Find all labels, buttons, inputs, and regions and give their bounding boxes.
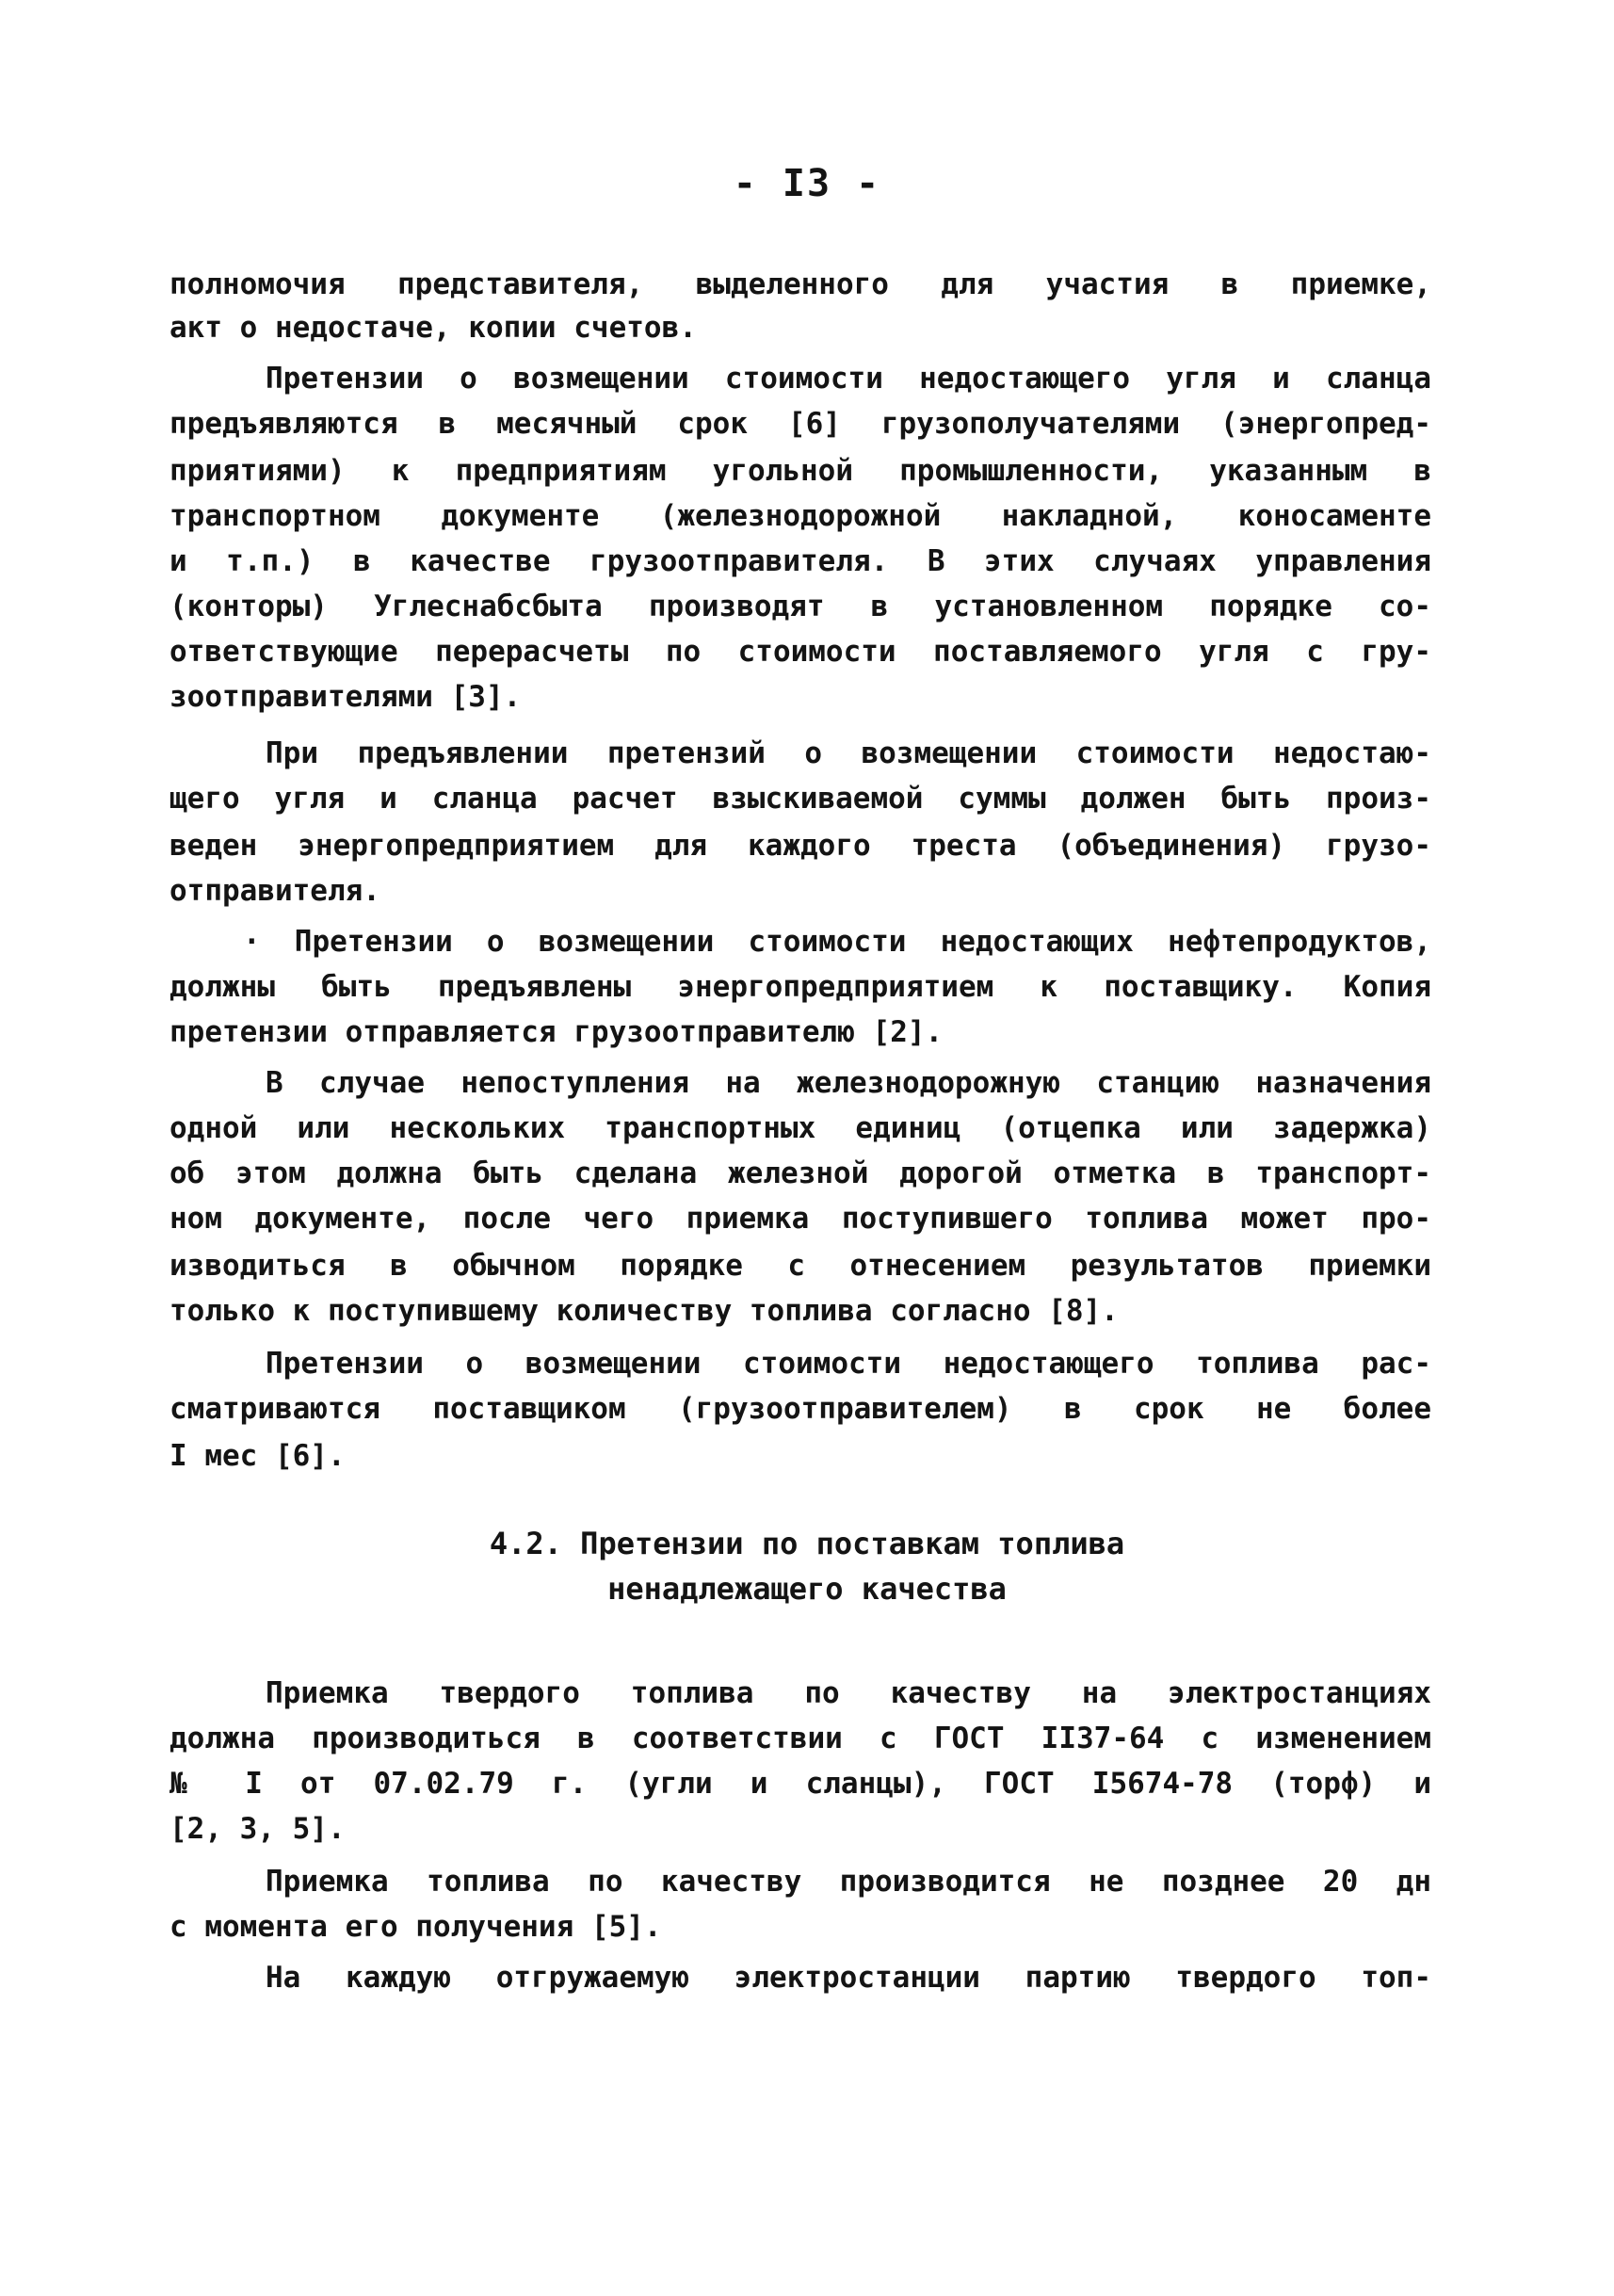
text-line: (конторы) Углеснабсбыта производят в установленном порядке со- — [169, 590, 1431, 623]
text-line: акт о недостаче, копии счетов. — [169, 311, 697, 345]
text-line: должны быть предъявлены энергопредприятием к поставщику. Копия — [169, 970, 1431, 1004]
text-line: и т.п.) в качестве грузоотправителя. В этих случаях управления — [169, 544, 1431, 578]
text-line: одной или нескольких транспортных единиц (отцепка или задержка) — [169, 1111, 1431, 1145]
text-line: веден энергопредприятием для каждого треста (объединения) грузо- — [169, 829, 1431, 863]
page-number: - I3 - — [733, 162, 881, 205]
text-line: I мес [6]. — [169, 1439, 346, 1473]
text-line: претензии отправляется грузоотправителю [2]. — [169, 1015, 944, 1049]
text-line: Претензии о возмещении стоимости недостающего угля и сланца — [266, 362, 1431, 396]
text-line: с момента его получения [5]. — [169, 1910, 662, 1944]
text-line: Приемка твердого топлива по качеству на электростанциях — [266, 1676, 1431, 1710]
text-line: · Претензии о возмещении стоимости недостающих нефтепродуктов, — [243, 925, 1431, 959]
section-heading-continued: ненадлежащего качества — [607, 1571, 1007, 1607]
text-line: отправителя. — [169, 874, 380, 908]
text-line: приятиями) к предприятиям угольной промышленности, указанным в — [169, 454, 1431, 488]
text-line: ном документе, после чего приемка поступившего топлива может про- — [169, 1202, 1431, 1236]
text-line: должна производиться в соответствии с ГОСТ II37-64 с изменением — [169, 1722, 1431, 1755]
text-line: [2, 3, 5]. — [169, 1812, 346, 1846]
text-line: На каждую отгружаемую электростанции партию твердого топ- — [266, 1961, 1431, 1995]
text-line: только к поступившему количеству топлива согласно [8]. — [169, 1294, 1119, 1328]
text-line: предъявляются в месячный срок [6] грузополучателями (энергопред- — [169, 407, 1431, 441]
text-line: ответствующие перерасчеты по стоимости поставляемого угля с гру- — [169, 635, 1431, 669]
text-line: сматриваются поставщиком (грузоотправителем) в срок не более — [169, 1392, 1431, 1426]
section-heading: 4.2. Претензии по поставкам топлива — [489, 1526, 1125, 1561]
text-line: Приемка топлива по качеству производится не позднее 20 дн — [266, 1865, 1431, 1899]
text-line: изводиться в обычном порядке с отнесением результатов приемки — [169, 1249, 1431, 1283]
text-line: полномочия представителя, выделенного для участия в приемке, — [169, 267, 1431, 301]
text-line: Претензии о возмещении стоимости недостающего топлива рас- — [266, 1347, 1431, 1381]
text-line: № I от 07.02.79 г. (угли и сланцы), ГОСТ I5674-78 (торф) и — [169, 1767, 1431, 1801]
text-line: При предъявлении претензий о возмещении стоимости недостаю- — [266, 736, 1431, 770]
text-line: щего угля и сланца расчет взыскиваемой суммы должен быть произ- — [169, 782, 1431, 816]
text-line: об этом должна быть сделана железной дорогой отметка в транспорт- — [169, 1156, 1431, 1190]
text-line: В случае непоступления на железнодорожную станцию назначения — [266, 1066, 1431, 1100]
text-line: зоотправителями [3]. — [169, 680, 522, 714]
text-line: транспортном документе (железнодорожной накладной, коносаменте — [169, 499, 1431, 533]
